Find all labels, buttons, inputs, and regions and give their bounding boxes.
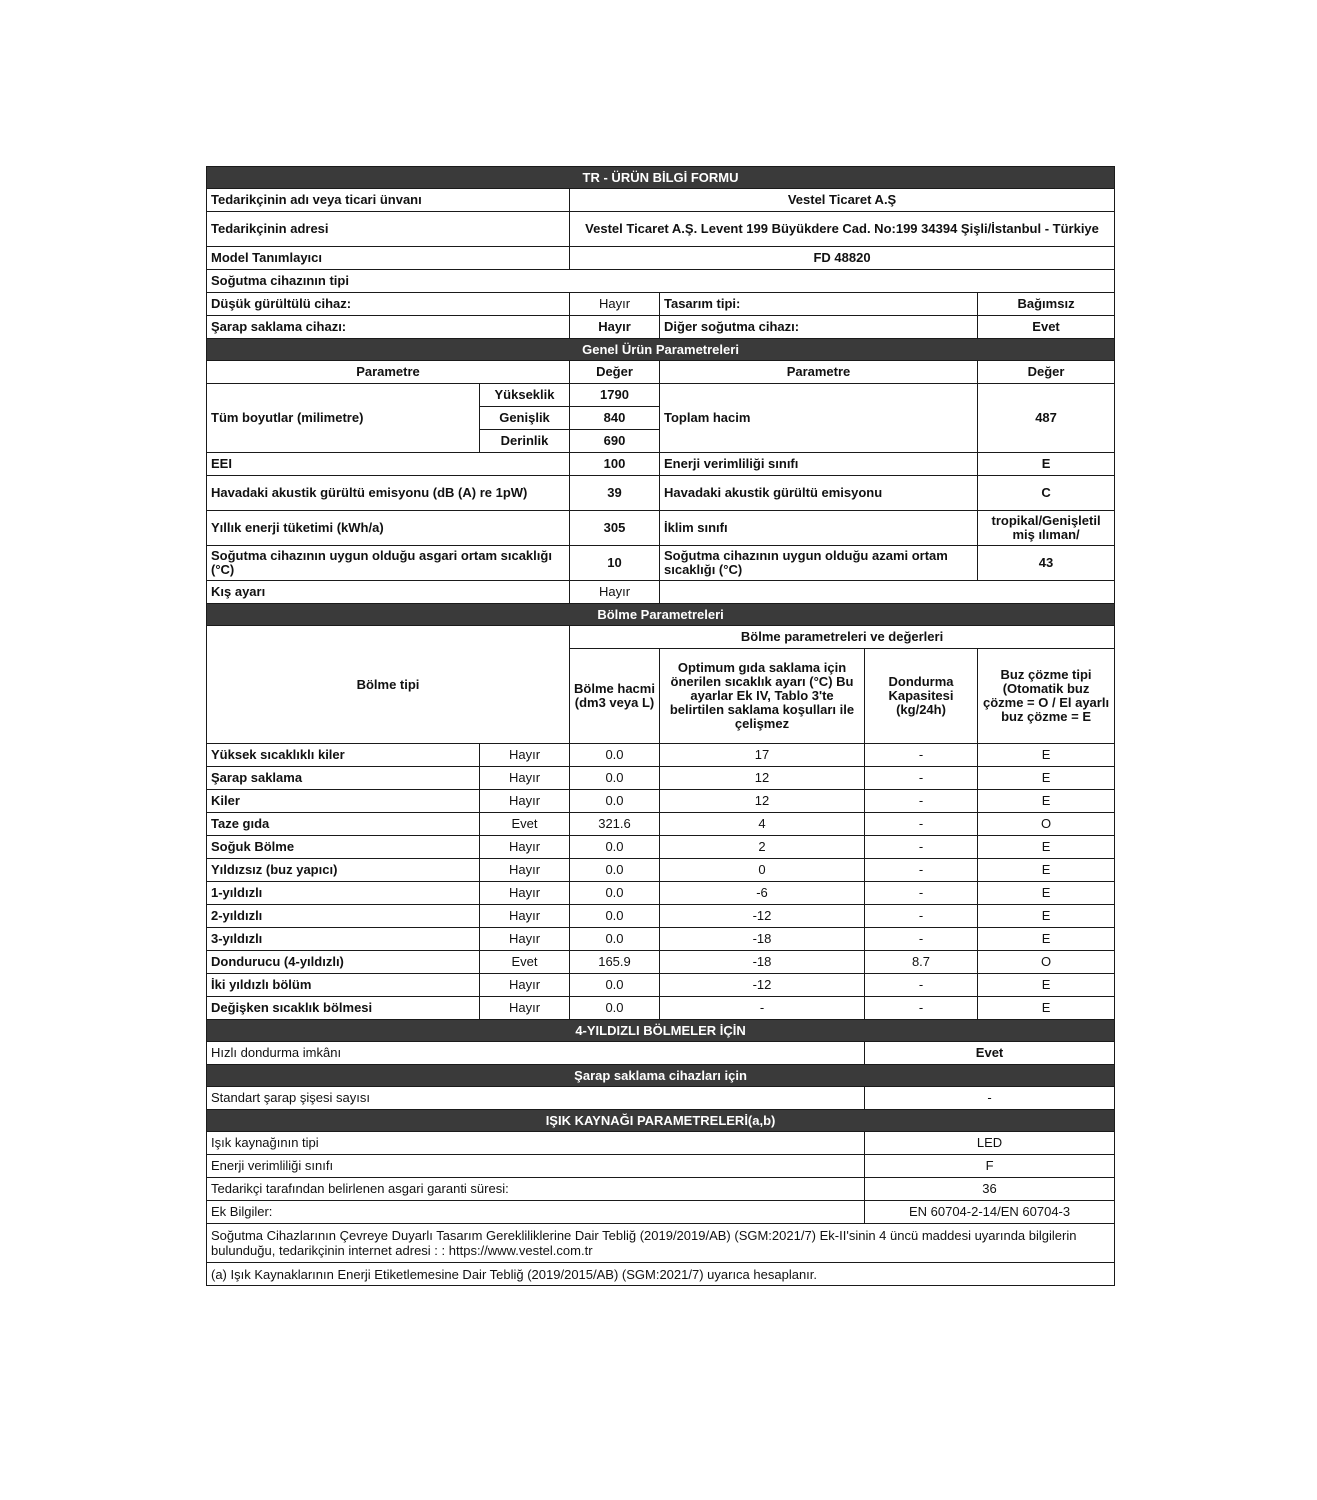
compartment-volume: 0.0: [570, 790, 660, 813]
eei-value: 100: [570, 453, 660, 476]
eco-note-row: [207, 1224, 1115, 1263]
compartment-row: [207, 767, 1115, 790]
width-label: Genişlik: [480, 407, 570, 430]
total-volume-value: 487: [978, 384, 1115, 453]
compartment-temp-header: Optimum gıda saklama için önerilen sıcaklık ayarı (°C) Bu ayarlar Ek IV, Tablo 3'te belirtilen saklama koşulları ile çelişmez: [660, 649, 865, 744]
other-appliance-value: Evet: [978, 316, 1115, 339]
compartment-name: Dondurucu (4-yıldızlı): [207, 951, 480, 974]
fast-freeze-value: Evet: [865, 1042, 1115, 1065]
height-label: Yükseklik: [480, 384, 570, 407]
compartment-temp: -12: [660, 974, 865, 997]
param-header-right: Parametre: [660, 361, 978, 384]
footnote-a: (a) Işık Kaynaklarının Enerji Etiketlemesine Dair Tebliğ (2019/2015/AB) (SGM:2021/7) uyarıca hesaplanır.: [207, 1263, 1115, 1286]
energy-class-label: Enerji verimliliği sınıfı: [660, 453, 978, 476]
light-class-row: [207, 1155, 1115, 1178]
dimension-row-height: [207, 384, 1115, 407]
value-header-right: Değer: [978, 361, 1115, 384]
four-star-section-header: [207, 1020, 1115, 1042]
compartment-row: [207, 997, 1115, 1020]
general-column-headers: [207, 361, 1115, 384]
compartment-volume: 0.0: [570, 974, 660, 997]
winter-row: [207, 581, 1115, 604]
supplier-address-label: Tedarikçinin adresi: [207, 212, 570, 247]
annual-energy-row: [207, 511, 1115, 546]
compartment-rows: [207, 744, 1115, 1020]
warranty-row: [207, 1178, 1115, 1201]
depth-value: 690: [570, 430, 660, 453]
compartment-temp: -18: [660, 951, 865, 974]
energy-class-value: E: [978, 453, 1115, 476]
light-type-value: LED: [865, 1132, 1115, 1155]
compartment-volume: 0.0: [570, 744, 660, 767]
wine-bottles-label: Standart şarap şişesi sayısı: [207, 1087, 865, 1110]
model-value: FD 48820: [570, 247, 1115, 270]
extra-info-row: [207, 1201, 1115, 1224]
compartment-freeze: 8.7: [865, 951, 978, 974]
compartment-present: Hayır: [480, 767, 570, 790]
compartment-name: Kiler: [207, 790, 480, 813]
compartment-temp: 17: [660, 744, 865, 767]
appliance-type-row: [207, 270, 1115, 293]
eco-note: Soğutma Cihazlarının Çevreye Duyarlı Tasarım Gerekliliklerine Dair Tebliğ (2019/2019/AB) (SGM:2021/7) Ek-II'sinin 4 üncü maddesi uyarında bilgilerin bulunduğu, tedarikçinin internet adresi : : https://www.vestel.com.tr: [207, 1224, 1115, 1263]
light-class-label: Enerji verimliliği sınıfı: [207, 1155, 865, 1178]
fast-freeze-row: [207, 1042, 1115, 1065]
compartment-freeze: -: [865, 836, 978, 859]
compartment-temp: 12: [660, 767, 865, 790]
compartment-name: Değişken sıcaklık bölmesi: [207, 997, 480, 1020]
compartment-name: Yıldızsız (buz yapıcı): [207, 859, 480, 882]
compartment-present: Hayır: [480, 928, 570, 951]
compartment-row: [207, 836, 1115, 859]
compartment-present: Hayır: [480, 997, 570, 1020]
annual-energy-value: 305: [570, 511, 660, 546]
eei-row: [207, 453, 1115, 476]
supplier-name-value: Vestel Ticaret A.Ş: [570, 189, 1115, 212]
compartment-name: Yüksek sıcaklıklı kiler: [207, 744, 480, 767]
warranty-label: Tedarikçi tarafından belirlenen asgari garanti süresi:: [207, 1178, 865, 1201]
compartment-freeze: -: [865, 767, 978, 790]
annual-energy-label: Yıllık enerji tüketimi (kWh/a): [207, 511, 570, 546]
form-title: TR - ÜRÜN BİLGİ FORMU: [207, 167, 1115, 189]
compartment-defrost: E: [978, 905, 1115, 928]
noise-class-label: Havadaki akustik gürültü emisyonu: [660, 476, 978, 511]
product-info-table: [206, 166, 1115, 1286]
wine-bottles-value: -: [865, 1087, 1115, 1110]
compartment-temp: 4: [660, 813, 865, 836]
compartment-present: Hayır: [480, 790, 570, 813]
wine-appliance-value: Hayır: [570, 316, 660, 339]
compartment-present: Hayır: [480, 974, 570, 997]
compartment-name: Taze gıda: [207, 813, 480, 836]
compartment-defrost: E: [978, 928, 1115, 951]
low-noise-label: Düşük gürültülü cihaz:: [207, 293, 570, 316]
compartment-present: Hayır: [480, 859, 570, 882]
compartment-temp: 12: [660, 790, 865, 813]
eei-label: EEI: [207, 453, 570, 476]
compartment-present: Evet: [480, 813, 570, 836]
warranty-value: 36: [865, 1178, 1115, 1201]
compartment-name: İki yıldızlı bölüm: [207, 974, 480, 997]
compartment-row: [207, 951, 1115, 974]
compartment-temp: -: [660, 997, 865, 1020]
compartment-freeze: -: [865, 813, 978, 836]
compartment-row: [207, 928, 1115, 951]
compartment-row: [207, 790, 1115, 813]
ambient-temp-row: [207, 546, 1115, 581]
compartment-defrost: O: [978, 813, 1115, 836]
noise-value: 39: [570, 476, 660, 511]
min-temp-label: Soğutma cihazının uygun olduğu asgari ortam sıcaklığı (°C): [207, 546, 570, 581]
compartment-defrost: E: [978, 997, 1115, 1020]
compartment-volume: 0.0: [570, 859, 660, 882]
compartment-row: [207, 859, 1115, 882]
compartment-name: Şarap saklama: [207, 767, 480, 790]
wine-section-header: [207, 1065, 1115, 1087]
compartment-volume: 165.9: [570, 951, 660, 974]
climate-class-label: İklim sınıfı: [660, 511, 978, 546]
compartment-temp: -12: [660, 905, 865, 928]
param-header-left: Parametre: [207, 361, 570, 384]
compartment-name: 1-yıldızlı: [207, 882, 480, 905]
max-temp-value: 43: [978, 546, 1115, 581]
compartment-freeze-header: Dondurma Kapasitesi (kg/24h): [865, 649, 978, 744]
other-appliance-label: Diğer soğutma cihazı:: [660, 316, 978, 339]
general-section-title: Genel Ürün Parametreleri: [207, 339, 1115, 361]
noise-row: [207, 476, 1115, 511]
light-class-value: F: [865, 1155, 1115, 1178]
compartment-present: Evet: [480, 951, 570, 974]
min-temp-value: 10: [570, 546, 660, 581]
dimensions-label: Tüm boyutlar (milimetre): [207, 384, 480, 453]
compartment-row: [207, 905, 1115, 928]
max-temp-label: Soğutma cihazının uygun olduğu azami ortam sıcaklığı (°C): [660, 546, 978, 581]
compartment-volume: 0.0: [570, 905, 660, 928]
wine-appliance-label: Şarap saklama cihazı:: [207, 316, 570, 339]
supplier-name-label: Tedarikçinin adı veya ticari ünvanı: [207, 189, 570, 212]
extra-info-label: Ek Bilgiler:: [207, 1201, 865, 1224]
supplier-name-row: [207, 189, 1115, 212]
compartment-defrost: E: [978, 882, 1115, 905]
compartment-freeze: -: [865, 790, 978, 813]
compartment-row: [207, 882, 1115, 905]
compartment-freeze: -: [865, 859, 978, 882]
compartment-freeze: -: [865, 905, 978, 928]
compartment-group-header: Bölme parametreleri ve değerleri: [570, 626, 1115, 649]
compartment-temp: 0: [660, 859, 865, 882]
compartment-present: Hayır: [480, 836, 570, 859]
product-info-sheet: [206, 166, 1114, 1286]
compartment-row: [207, 974, 1115, 997]
compartment-freeze: -: [865, 744, 978, 767]
compartment-defrost: E: [978, 790, 1115, 813]
compartment-freeze: -: [865, 997, 978, 1020]
compartment-defrost: E: [978, 859, 1115, 882]
compartment-present: Hayır: [480, 882, 570, 905]
footnote-row: [207, 1263, 1115, 1286]
compartment-temp: -6: [660, 882, 865, 905]
width-value: 840: [570, 407, 660, 430]
compartment-name: Soğuk Bölme: [207, 836, 480, 859]
extra-info-value: EN 60704-2-14/EN 60704-3: [865, 1201, 1115, 1224]
height-value: 1790: [570, 384, 660, 407]
supplier-address-value: Vestel Ticaret A.Ş. Levent 199 Büyükdere Cad. No:199 34394 Şişli/İstanbul - Türkiye: [570, 212, 1115, 247]
winter-label: Kış ayarı: [207, 581, 570, 604]
compartment-defrost: E: [978, 974, 1115, 997]
compartment-volume-header: Bölme hacmi (dm3 veya L): [570, 649, 660, 744]
light-type-label: Işık kaynağının tipi: [207, 1132, 865, 1155]
compartment-name: 2-yıldızlı: [207, 905, 480, 928]
compartment-temp: -18: [660, 928, 865, 951]
appliance-type-label: Soğutma cihazının tipi: [207, 270, 1115, 293]
design-type-label: Tasarım tipi:: [660, 293, 978, 316]
compartment-section-title: Bölme Parametreleri: [207, 604, 1115, 626]
four-star-section-title: 4-YILDIZLI BÖLMELER İÇİN: [207, 1020, 1115, 1042]
compartment-row: [207, 813, 1115, 836]
light-section-header: [207, 1110, 1115, 1132]
total-volume-label: Toplam hacim: [660, 384, 978, 453]
compartment-name: 3-yıldızlı: [207, 928, 480, 951]
model-label: Model Tanımlayıcı: [207, 247, 570, 270]
general-section-header: [207, 339, 1115, 361]
low-noise-row: [207, 293, 1115, 316]
design-type-value: Bağımsız: [978, 293, 1115, 316]
compartment-volume: 0.0: [570, 928, 660, 951]
light-section-title: IŞIK KAYNAĞI PARAMETRELERİ(a,b): [207, 1110, 1115, 1132]
compartment-group-header-row: [207, 626, 1115, 649]
compartment-section-header: [207, 604, 1115, 626]
noise-class-value: C: [978, 476, 1115, 511]
depth-label: Derinlik: [480, 430, 570, 453]
compartment-volume: 0.0: [570, 997, 660, 1020]
winter-empty: [660, 581, 1115, 604]
compartment-freeze: -: [865, 882, 978, 905]
wine-appliance-row: [207, 316, 1115, 339]
form-title-row: [207, 167, 1115, 189]
compartment-freeze: -: [865, 928, 978, 951]
compartment-present: Hayır: [480, 744, 570, 767]
noise-label: Havadaki akustik gürültü emisyonu (dB (A) re 1pW): [207, 476, 570, 511]
compartment-defrost: E: [978, 767, 1115, 790]
model-row: [207, 247, 1115, 270]
compartment-type-header: Bölme tipi: [207, 626, 570, 744]
compartment-volume: 0.0: [570, 836, 660, 859]
compartment-present: Hayır: [480, 905, 570, 928]
climate-class-value: tropikal/Genişletil miş ılıman/: [978, 511, 1115, 546]
compartment-volume: 321.6: [570, 813, 660, 836]
winter-value: Hayır: [570, 581, 660, 604]
compartment-defrost-header: Buz çözme tipi (Otomatik buz çözme = O / El ayarlı buz çözme = E: [978, 649, 1115, 744]
compartment-defrost: O: [978, 951, 1115, 974]
compartment-volume: 0.0: [570, 767, 660, 790]
compartment-defrost: E: [978, 836, 1115, 859]
wine-section-title: Şarap saklama cihazları için: [207, 1065, 1115, 1087]
compartment-defrost: E: [978, 744, 1115, 767]
value-header-left: Değer: [570, 361, 660, 384]
compartment-temp: 2: [660, 836, 865, 859]
compartment-row: [207, 744, 1115, 767]
wine-bottles-row: [207, 1087, 1115, 1110]
fast-freeze-label: Hızlı dondurma imkânı: [207, 1042, 865, 1065]
light-type-row: [207, 1132, 1115, 1155]
compartment-volume: 0.0: [570, 882, 660, 905]
compartment-freeze: -: [865, 974, 978, 997]
low-noise-value: Hayır: [570, 293, 660, 316]
supplier-address-row: [207, 212, 1115, 247]
